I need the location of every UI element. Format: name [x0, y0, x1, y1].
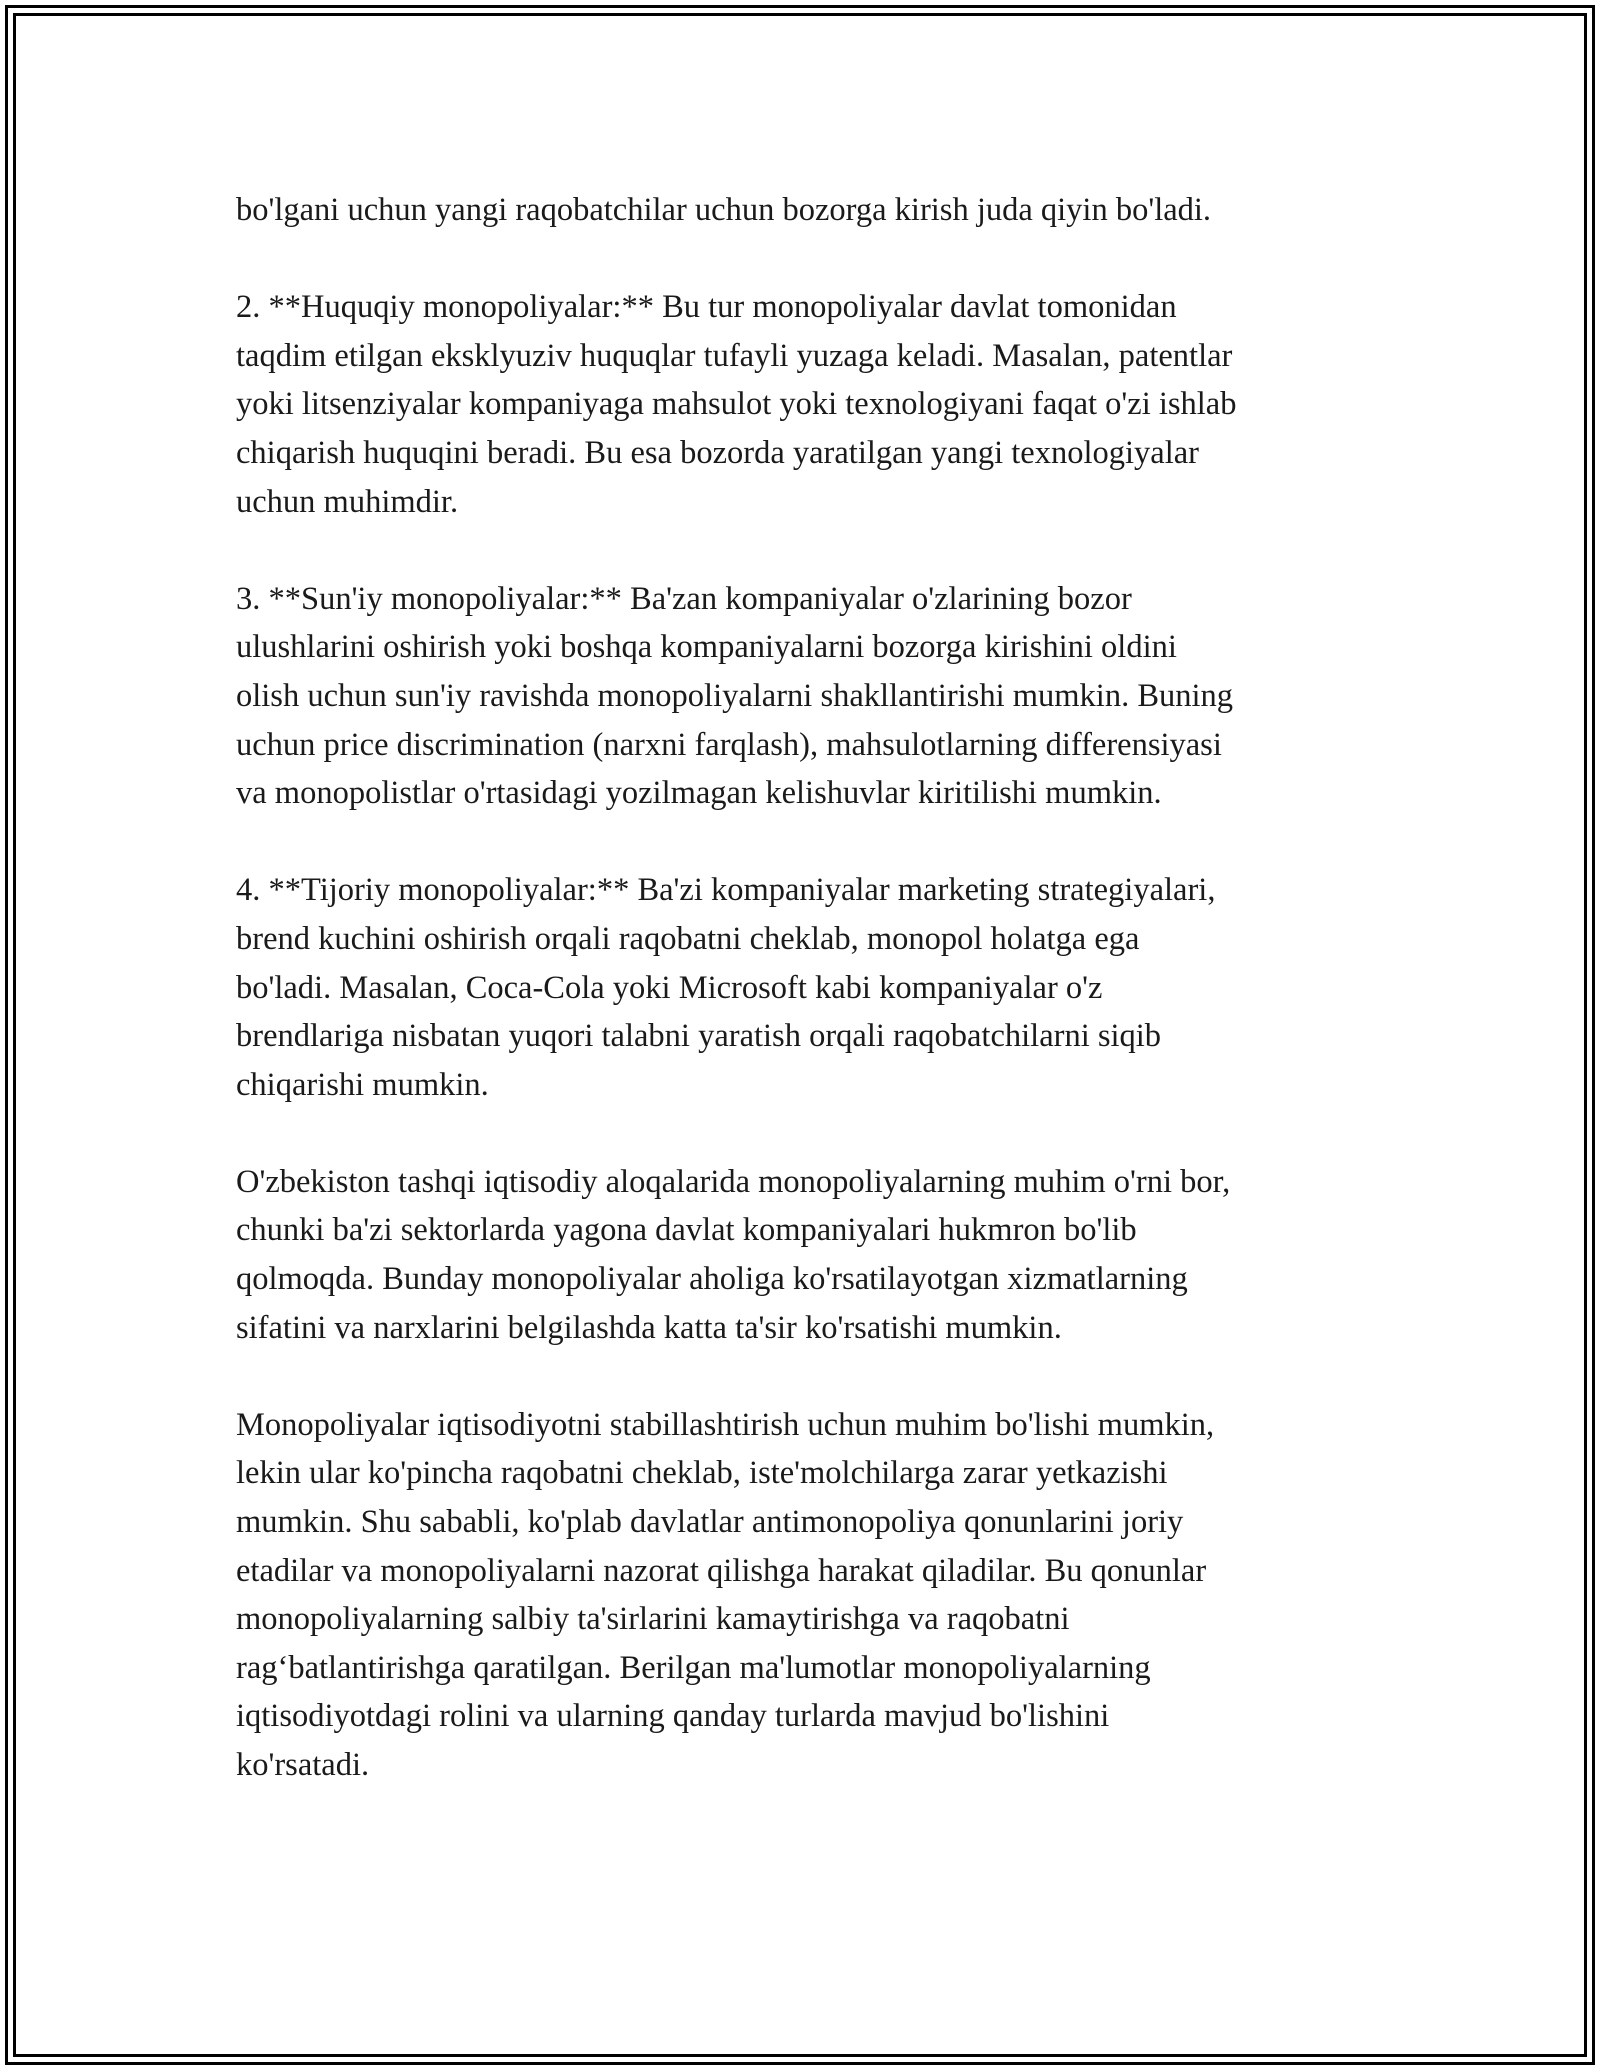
document-body [236, 186, 1386, 1838]
text-line: chiqarishi mumkin. [236, 1066, 489, 1103]
text-line: rag‘batlantirishga qaratilgan. Berilgan ma'lumotlar monopoliyalarning [236, 1649, 1151, 1686]
paragraph-continuation [236, 186, 1386, 235]
text-line: ko'rsatadi. [236, 1747, 370, 1783]
text-line: yoki litsenziyalar kompaniyaga mahsulot yoki texnologiyani faqat o'zi ishlab [236, 386, 1237, 423]
text-line: uchun muhimdir. [236, 483, 459, 520]
text-line: taqdim etilgan eksklyuziv huquqlar tufayli yuzaga keladi. Masalan, patentlar [236, 337, 1233, 374]
text-line: ulushlarini oshirish yoki boshqa kompaniyalarni bozorga kirishini oldini [236, 629, 1177, 666]
paragraph-artificial-monopolies [236, 575, 1386, 818]
text-line: bo'lgani uchun yangi raqobatchilar uchun bozorga kirish juda qiyin bo'ladi. [236, 192, 1212, 228]
text-line: mumkin. Shu sababli, ko'plab davlatlar antimonopoliya qonunlarini joriy [236, 1504, 1184, 1541]
text-line: chiqarish huquqini beradi. Bu esa bozorda yaratilgan yangi texnologiyalar [236, 434, 1199, 471]
paragraph-conclusion [236, 1401, 1386, 1790]
text-line: etadilar va monopoliyalarni nazorat qilishga harakat qiladilar. Bu qonunlar [236, 1552, 1207, 1589]
text-line: olish uchun sun'iy ravishda monopoliyalarni shakllantirishi mumkin. Buning [236, 677, 1234, 714]
text-line: 3. **Sun'iy monopoliyalar:** Ba'zan kompaniyalar o'zlarining bozor [236, 580, 1132, 617]
text-line: brend kuchini oshirish orqali raqobatni cheklab, monopol holatga ega [236, 920, 1140, 957]
text-line: lekin ular ko'pincha raqobatni cheklab, iste'molchilarga zarar yetkazishi [236, 1455, 1168, 1492]
text-line: chunki ba'zi sektorlarda yagona davlat kompaniyalari hukmron bo'lib [236, 1212, 1137, 1249]
text-line: O'zbekiston tashqi iqtisodiy aloqalarida monopoliyalarning muhim o'rni bor, [236, 1163, 1231, 1200]
text-line: va monopolistlar o'rtasidagi yozilmagan kelishuvlar kiritilishi mumkin. [236, 775, 1162, 812]
text-line: qolmoqda. Bunday monopoliyalar aholiga ko'rsatilayotgan xizmatlarning [236, 1261, 1188, 1298]
text-line: 2. **Huquqiy monopoliyalar:** Bu tur monopoliyalar davlat tomonidan [236, 289, 1177, 326]
text-line: Monopoliyalar iqtisodiyotni stabillashtirish uchun muhim bo'lishi mumkin, [236, 1406, 1215, 1443]
paragraph-uzbekistan [236, 1158, 1386, 1352]
text-line: brendlariga nisbatan yuqori talabni yaratish orqali raqobatchilarni siqib [236, 1018, 1162, 1055]
text-line: bo'ladi. Masalan, Coca-Cola yoki Microsoft kabi kompaniyalar o'z [236, 969, 1103, 1006]
text-line: monopoliyalarning salbiy ta'sirlarini kamaytirishga va raqobatni [236, 1601, 1070, 1638]
text-line: 4. **Tijoriy monopoliyalar:** Ba'zi kompaniyalar marketing strategiyalari, [236, 872, 1216, 909]
text-line: iqtisodiyotdagi rolini va ularning qanday turlarda mavjud bo'lishini [236, 1698, 1110, 1735]
text-line: uchun price discrimination (narxni farqlash), mahsulotlarning differensiyasi [236, 726, 1222, 763]
text-line: sifatini va narxlarini belgilashda katta ta'sir ko'rsatishi mumkin. [236, 1309, 1062, 1346]
paragraph-commercial-monopolies [236, 866, 1386, 1109]
paragraph-legal-monopolies [236, 283, 1386, 526]
